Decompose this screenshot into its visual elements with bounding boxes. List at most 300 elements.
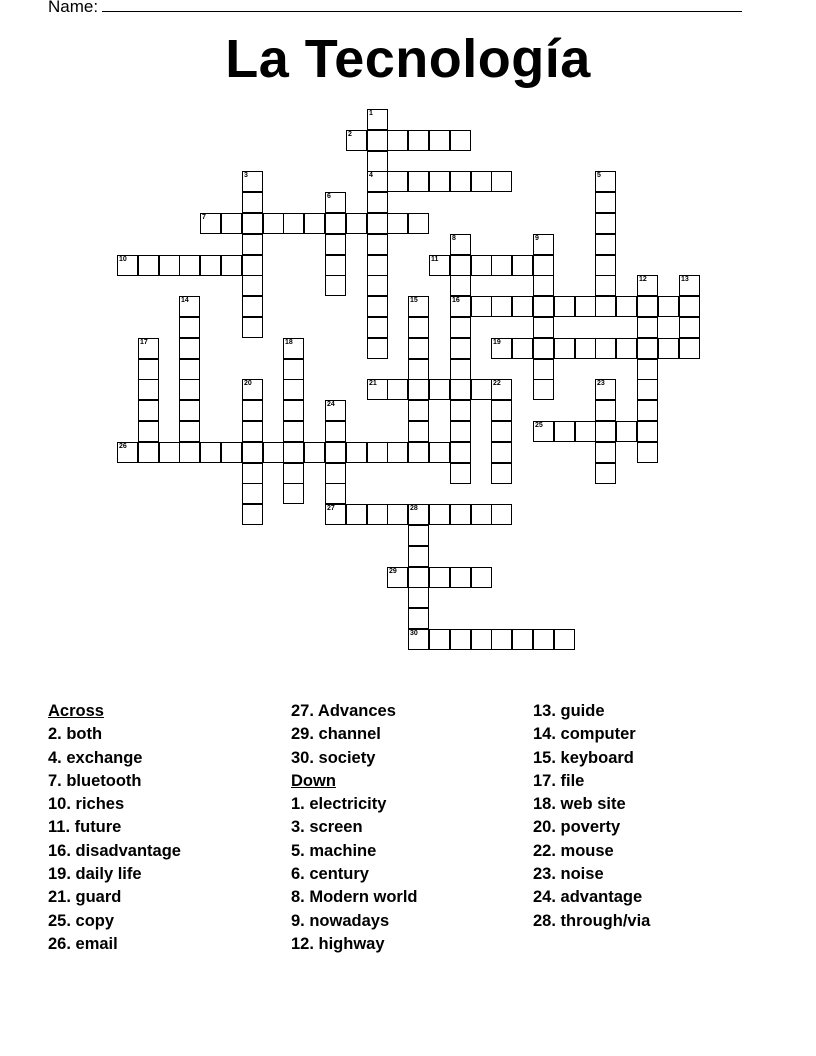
clue-number: 3 [244, 172, 248, 179]
grid-cell[interactable] [679, 338, 700, 359]
grid-cell[interactable] [221, 255, 242, 276]
clue-text: through/via [555, 911, 651, 930]
clue-number: 13. [533, 702, 556, 720]
grid-cell[interactable] [242, 421, 263, 442]
grid-cell[interactable] [533, 317, 554, 338]
grid-cell[interactable] [512, 629, 533, 650]
grid-cell[interactable] [138, 338, 159, 359]
grid-cell[interactable] [283, 213, 304, 234]
clue-item [533, 770, 650, 793]
grid-cell[interactable] [471, 629, 492, 650]
grid-cell[interactable] [408, 400, 429, 421]
grid-cell[interactable] [450, 359, 471, 380]
grid-cell[interactable] [346, 442, 367, 463]
grid-cell[interactable] [595, 296, 616, 317]
grid-cell[interactable] [304, 442, 325, 463]
grid-cell[interactable] [429, 629, 450, 650]
grid-cell[interactable] [512, 338, 533, 359]
grid-cell[interactable] [242, 296, 263, 317]
grid-cell[interactable] [346, 213, 367, 234]
grid-cell[interactable] [658, 296, 679, 317]
grid-cell[interactable] [283, 463, 304, 484]
grid-cell[interactable] [179, 400, 200, 421]
grid-cell[interactable] [346, 504, 367, 525]
grid-cell[interactable] [221, 213, 242, 234]
grid-cell[interactable] [429, 442, 450, 463]
clue-number: 10. [48, 795, 71, 814]
grid-cell[interactable] [450, 130, 471, 151]
grid-cell[interactable] [367, 213, 388, 234]
clue-item [533, 793, 650, 816]
clue-number: 6 [327, 193, 331, 200]
grid-cell[interactable] [450, 234, 471, 255]
clue-number: 30. [291, 748, 314, 767]
grid-cell[interactable] [491, 629, 512, 650]
grid-cell[interactable] [408, 567, 429, 588]
clue-number: 2. [48, 725, 62, 744]
clue-number: 16. [48, 841, 71, 860]
grid-cell[interactable] [450, 400, 471, 421]
grid-cell[interactable] [595, 234, 616, 255]
clue-number: 8 [452, 235, 456, 242]
clue-text: nowadays [304, 911, 390, 930]
grid-cell[interactable] [159, 255, 180, 276]
grid-cell[interactable] [138, 400, 159, 421]
grid-cell[interactable] [325, 213, 346, 234]
grid-cell[interactable] [325, 421, 346, 442]
grid-cell[interactable] [533, 359, 554, 380]
clue-text: Advances [313, 702, 396, 720]
clue-number: 14 [181, 297, 189, 304]
grid-cell[interactable] [554, 296, 575, 317]
clue-number: 5 [597, 172, 601, 179]
clue-number: 1 [369, 110, 373, 117]
grid-cell[interactable] [429, 171, 450, 192]
grid-cell[interactable] [242, 317, 263, 338]
grid-cell[interactable] [408, 317, 429, 338]
grid-cell[interactable] [679, 317, 700, 338]
clue-text: society [313, 748, 376, 767]
grid-cell[interactable] [387, 171, 408, 192]
grid-cell[interactable] [179, 379, 200, 400]
grid-cell[interactable] [138, 421, 159, 442]
grid-cell[interactable] [325, 234, 346, 255]
grid-cell[interactable] [595, 379, 616, 400]
clue-text: daily life [70, 865, 142, 884]
clue-item [533, 700, 650, 723]
grid-cell[interactable] [637, 442, 658, 463]
grid-cell[interactable] [200, 213, 221, 234]
clue-text: advantage [555, 888, 643, 907]
grid-cell[interactable] [408, 629, 429, 650]
grid-cell[interactable] [179, 359, 200, 380]
grid-cell[interactable] [595, 442, 616, 463]
clue-item [533, 840, 650, 863]
grid-cell[interactable] [533, 421, 554, 442]
grid-cell[interactable] [491, 463, 512, 484]
grid-cell[interactable] [367, 338, 388, 359]
clue-number: 19. [48, 865, 71, 884]
clue-text: century [304, 865, 369, 884]
grid-cell[interactable] [325, 442, 346, 463]
grid-cell[interactable] [179, 338, 200, 359]
grid-cell[interactable] [533, 296, 554, 317]
clue-text: poverty [555, 818, 621, 837]
grid-cell[interactable] [679, 296, 700, 317]
clue-text: exchange [61, 748, 143, 767]
clue-item [48, 863, 181, 886]
grid-cell[interactable] [491, 400, 512, 421]
clue-item [291, 793, 418, 816]
grid-cell[interactable] [242, 192, 263, 213]
clue-number: 8. [291, 888, 305, 907]
clue-number: 27. [291, 702, 314, 720]
clue-number: 21 [369, 380, 377, 387]
grid-cell[interactable] [367, 109, 388, 130]
grid-cell[interactable] [387, 567, 408, 588]
grid-cell[interactable] [491, 255, 512, 276]
grid-cell[interactable] [242, 504, 263, 525]
grid-cell[interactable] [450, 567, 471, 588]
clue-number: 25. [48, 911, 71, 930]
name-label: Name: [48, 0, 99, 16]
grid-cell[interactable] [283, 483, 304, 504]
grid-cell[interactable] [595, 192, 616, 213]
grid-cell[interactable] [408, 525, 429, 546]
clue-number: 23 [597, 380, 605, 387]
grid-cell[interactable] [408, 338, 429, 359]
grid-cell[interactable] [179, 421, 200, 442]
grid-cell[interactable] [408, 296, 429, 317]
grid-cell[interactable] [471, 255, 492, 276]
grid-cell[interactable] [367, 275, 388, 296]
grid-cell[interactable] [325, 400, 346, 421]
clue-section-header: Down [291, 771, 336, 790]
grid-cell[interactable] [429, 567, 450, 588]
grid-cell[interactable] [637, 338, 658, 359]
clue-text: Modern world [304, 888, 418, 907]
grid-cell[interactable] [491, 379, 512, 400]
clue-number: 11. [48, 818, 71, 837]
grid-cell[interactable] [429, 130, 450, 151]
grid-cell[interactable] [637, 421, 658, 442]
grid-cell[interactable] [595, 400, 616, 421]
clue-number: 18. [533, 795, 556, 814]
grid-cell[interactable] [616, 296, 637, 317]
grid-cell[interactable] [242, 275, 263, 296]
clue-item [291, 933, 418, 956]
clue-number: 27 [327, 505, 335, 512]
grid-cell[interactable] [471, 296, 492, 317]
grid-cell[interactable] [325, 275, 346, 296]
grid-cell[interactable] [325, 504, 346, 525]
grid-cell[interactable] [367, 130, 388, 151]
clue-number: 7. [48, 771, 62, 790]
clue-column-1 [48, 700, 181, 956]
grid-cell[interactable] [242, 213, 263, 234]
grid-cell[interactable] [283, 359, 304, 380]
grid-cell[interactable] [595, 213, 616, 234]
grid-cell[interactable] [637, 296, 658, 317]
clue-number: 20. [533, 818, 556, 837]
grid-cell[interactable] [491, 421, 512, 442]
grid-cell[interactable] [367, 255, 388, 276]
clue-number: 4. [48, 748, 62, 767]
grid-cell[interactable] [533, 379, 554, 400]
grid-cell[interactable] [367, 379, 388, 400]
clue-column-3 [533, 700, 650, 933]
clue-text: highway [313, 934, 385, 953]
clue-number: 2 [348, 131, 352, 138]
grid-cell[interactable] [554, 629, 575, 650]
grid-cell[interactable] [450, 504, 471, 525]
clue-number: 12 [639, 276, 647, 283]
grid-cell[interactable] [637, 400, 658, 421]
grid-cell[interactable] [283, 379, 304, 400]
grid-cell[interactable] [491, 338, 512, 359]
clue-number: 1. [291, 795, 305, 814]
grid-cell[interactable] [450, 421, 471, 442]
clue-text: both [61, 725, 103, 744]
clue-number: 22 [493, 380, 501, 387]
clue-item [48, 886, 181, 909]
grid-cell[interactable] [242, 379, 263, 400]
grid-cell[interactable] [179, 442, 200, 463]
grid-cell[interactable] [450, 463, 471, 484]
clue-text: computer [555, 725, 636, 744]
grid-cell[interactable] [408, 379, 429, 400]
grid-cell[interactable] [408, 213, 429, 234]
clue-item [48, 770, 181, 793]
grid-cell[interactable] [221, 442, 242, 463]
grid-cell[interactable] [429, 255, 450, 276]
grid-cell[interactable] [616, 338, 637, 359]
clue-text: keyboard [555, 748, 634, 767]
grid-cell[interactable] [491, 442, 512, 463]
grid-cell[interactable] [616, 421, 637, 442]
grid-cell[interactable] [242, 463, 263, 484]
grid-cell[interactable] [595, 338, 616, 359]
grid-cell[interactable] [637, 275, 658, 296]
clue-number: 21. [48, 888, 71, 907]
grid-cell[interactable] [491, 504, 512, 525]
clue-section-header: Across [48, 702, 104, 720]
clue-number: 23. [533, 865, 556, 884]
grid-cell[interactable] [637, 317, 658, 338]
grid-cell[interactable] [450, 629, 471, 650]
grid-cell[interactable] [450, 296, 471, 317]
grid-cell[interactable] [429, 379, 450, 400]
clue-item [533, 723, 650, 746]
clue-number: 6. [291, 865, 305, 884]
clue-number: 10 [119, 256, 127, 263]
grid-cell[interactable] [159, 442, 180, 463]
clue-item [533, 910, 650, 933]
grid-cell[interactable] [512, 255, 533, 276]
clue-text: noise [555, 865, 604, 884]
grid-cell[interactable] [325, 255, 346, 276]
grid-cell[interactable] [575, 338, 596, 359]
clue-number: 11 [431, 256, 439, 263]
grid-cell[interactable] [387, 379, 408, 400]
clue-text: future [70, 818, 122, 837]
clue-item [48, 793, 181, 816]
grid-cell[interactable] [242, 400, 263, 421]
clue-number: 24 [327, 401, 335, 408]
clue-text: electricity [304, 795, 387, 814]
grid-cell[interactable] [471, 379, 492, 400]
clue-number: 14. [533, 725, 556, 744]
grid-cell[interactable] [138, 442, 159, 463]
grid-cell[interactable] [408, 546, 429, 567]
clue-number: 28 [410, 505, 418, 512]
grid-cell[interactable] [179, 255, 200, 276]
grid-cell[interactable] [367, 442, 388, 463]
grid-cell[interactable] [637, 379, 658, 400]
grid-cell[interactable] [471, 567, 492, 588]
clue-item [533, 816, 650, 839]
clue-text: bluetooth [61, 771, 142, 790]
grid-cell[interactable] [429, 504, 450, 525]
clue-number: 5. [291, 841, 305, 860]
grid-cell[interactable] [658, 338, 679, 359]
clue-item [291, 723, 418, 746]
clue-column-2 [291, 700, 418, 956]
clue-text: email [70, 934, 118, 953]
grid-cell[interactable] [325, 192, 346, 213]
grid-cell[interactable] [575, 296, 596, 317]
grid-cell[interactable] [263, 213, 284, 234]
clue-item [533, 886, 650, 909]
grid-cell[interactable] [283, 421, 304, 442]
grid-cell[interactable] [367, 192, 388, 213]
grid-cell[interactable] [200, 255, 221, 276]
grid-cell[interactable] [367, 171, 388, 192]
grid-cell[interactable] [138, 359, 159, 380]
clue-number: 15. [533, 748, 556, 767]
grid-cell[interactable] [367, 234, 388, 255]
grid-cell[interactable] [450, 338, 471, 359]
grid-cell[interactable] [408, 442, 429, 463]
grid-cell[interactable] [595, 255, 616, 276]
grid-cell[interactable] [179, 296, 200, 317]
grid-cell[interactable] [200, 442, 221, 463]
grid-cell[interactable] [408, 504, 429, 525]
grid-cell[interactable] [450, 379, 471, 400]
clue-text: web site [555, 795, 626, 814]
grid-cell[interactable] [408, 587, 429, 608]
grid-cell[interactable] [387, 130, 408, 151]
grid-cell[interactable] [554, 421, 575, 442]
clue-item [291, 747, 418, 770]
clue-number: 17. [533, 771, 556, 790]
grid-cell[interactable] [595, 421, 616, 442]
grid-cell[interactable] [408, 171, 429, 192]
grid-cell[interactable] [450, 275, 471, 296]
grid-cell[interactable] [367, 317, 388, 338]
clue-text: screen [304, 818, 363, 837]
grid-cell[interactable] [533, 629, 554, 650]
grid-cell[interactable] [242, 442, 263, 463]
clue-number: 17 [140, 339, 148, 346]
grid-cell[interactable] [325, 483, 346, 504]
grid-cell[interactable] [408, 130, 429, 151]
clue-item [291, 863, 418, 886]
grid-cell[interactable] [304, 213, 325, 234]
grid-cell[interactable] [367, 504, 388, 525]
clue-item [291, 700, 418, 723]
grid-cell[interactable] [575, 421, 596, 442]
clue-number: 9. [291, 911, 305, 930]
grid-cell[interactable] [491, 171, 512, 192]
clue-number: 4 [369, 172, 373, 179]
grid-cell[interactable] [533, 275, 554, 296]
grid-cell[interactable] [387, 504, 408, 525]
grid-cell[interactable] [179, 317, 200, 338]
clue-number: 16 [452, 297, 460, 304]
grid-cell[interactable] [450, 171, 471, 192]
grid-cell[interactable] [533, 234, 554, 255]
grid-cell[interactable] [408, 421, 429, 442]
grid-cell[interactable] [346, 130, 367, 151]
grid-cell[interactable] [242, 255, 263, 276]
grid-cell[interactable] [450, 255, 471, 276]
grid-cell[interactable] [471, 171, 492, 192]
grid-cell[interactable] [533, 255, 554, 276]
grid-cell[interactable] [637, 359, 658, 380]
grid-cell[interactable] [450, 317, 471, 338]
clue-item [48, 933, 181, 956]
clue-item [533, 863, 650, 886]
grid-cell[interactable] [283, 338, 304, 359]
clue-number: 3. [291, 818, 305, 837]
clue-item [533, 747, 650, 770]
grid-cell[interactable] [408, 359, 429, 380]
grid-cell[interactable] [367, 296, 388, 317]
clue-item [48, 747, 181, 770]
clue-number: 15 [410, 297, 418, 304]
grid-cell[interactable] [242, 483, 263, 504]
grid-cell[interactable] [138, 255, 159, 276]
grid-cell[interactable] [595, 463, 616, 484]
grid-cell[interactable] [533, 338, 554, 359]
clue-number: 18 [285, 339, 293, 346]
clue-item [291, 886, 418, 909]
grid-cell[interactable] [138, 379, 159, 400]
grid-cell[interactable] [595, 275, 616, 296]
page-title: La Tecnología [225, 29, 591, 89]
grid-cell[interactable] [554, 338, 575, 359]
grid-cell[interactable] [387, 213, 408, 234]
grid-cell[interactable] [595, 171, 616, 192]
grid-cell[interactable] [512, 296, 533, 317]
grid-cell[interactable] [242, 171, 263, 192]
grid-cell[interactable] [263, 442, 284, 463]
grid-cell[interactable] [242, 234, 263, 255]
grid-cell[interactable] [387, 442, 408, 463]
grid-cell[interactable] [408, 608, 429, 629]
grid-cell[interactable] [491, 296, 512, 317]
grid-cell[interactable] [283, 400, 304, 421]
grid-cell[interactable] [471, 504, 492, 525]
grid-cell[interactable] [679, 275, 700, 296]
grid-cell[interactable] [283, 442, 304, 463]
grid-cell[interactable] [450, 442, 471, 463]
grid-cell[interactable] [117, 255, 138, 276]
grid-cell[interactable] [117, 442, 138, 463]
grid-cell[interactable] [367, 151, 388, 172]
grid-cell[interactable] [325, 463, 346, 484]
